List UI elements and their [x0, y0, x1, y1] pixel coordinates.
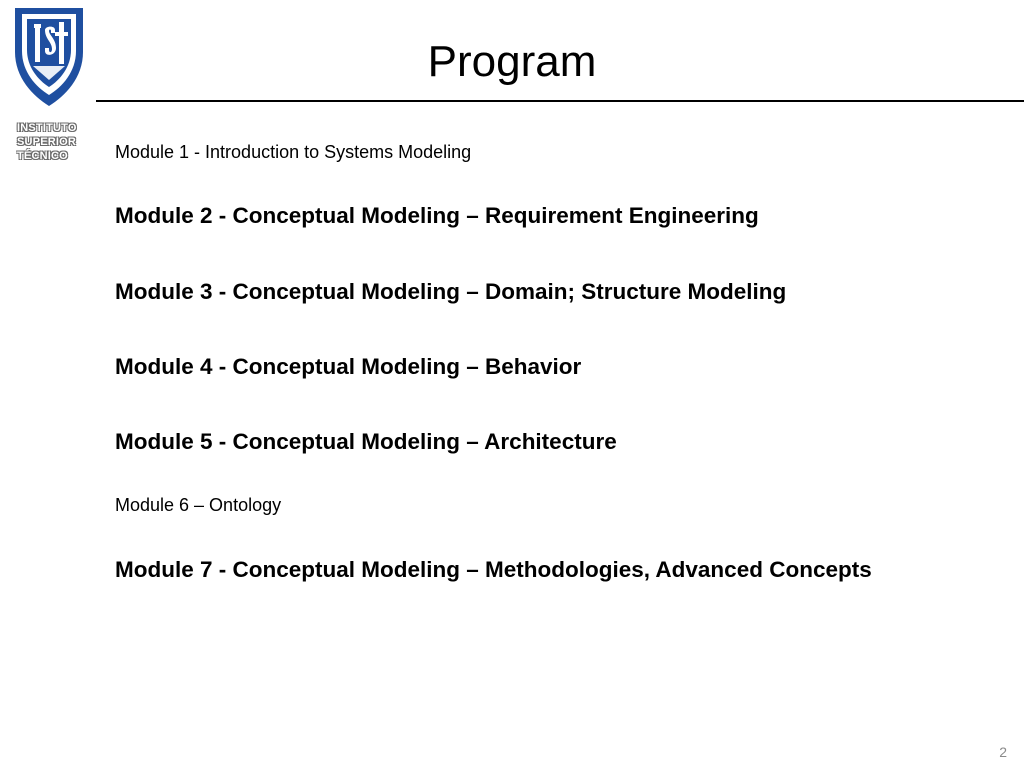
module-item-5: Module 5 - Conceptual Modeling – Architecture [115, 429, 617, 454]
module-item-1: Module 1 - Introduction to Systems Modeling [115, 142, 472, 162]
module-item-2: Module 2 - Conceptual Modeling – Requirement Engineering [115, 203, 759, 228]
module-item-7: Module 7 - Conceptual Modeling – Methodologies, Advanced Concepts [115, 557, 872, 582]
ist-logo-wordmark [17, 121, 87, 163]
module-item-4: Module 4 - Conceptual Modeling – Behavior [115, 354, 582, 379]
slide-title: Program [427, 37, 597, 86]
module-list [115, 0, 1015, 768]
module-item-3: Module 3 - Conceptual Modeling – Domain; Structure Modeling [115, 279, 787, 304]
page-number: 2 [999, 744, 1007, 760]
logo-line-2: SUPERIOR [17, 136, 77, 148]
module-item-6: Module 6 – Ontology [115, 495, 282, 515]
logo-line-1: INSTITUTO [17, 122, 77, 134]
logo-line-3: TÉCNICO [17, 150, 68, 162]
